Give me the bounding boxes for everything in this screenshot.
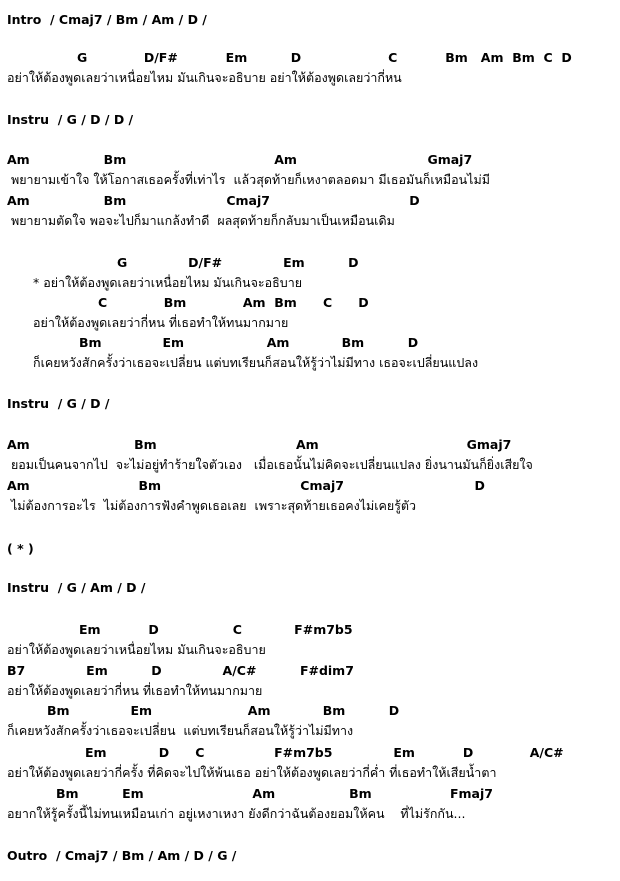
lyric-line: พยายามเข้าใจ ให้โอกาสเธอครั้งที่เท่าไร แล้วสุดท้ายก็เหงาตลอดมา มีเธอมันก็เหมือนไม่มี	[7, 172, 490, 187]
lyric-line: อย่าให้ต้องพูดเลยว่าเหนื่อยไหม มันเกินจะอธิบาย	[7, 642, 266, 657]
chord-line: Bm Em Am Bm D	[79, 335, 419, 350]
lyric-line: * อย่าให้ต้องพูดเลยว่าเหนื่อยไหม มันเกินจะอธิบาย	[33, 275, 303, 290]
lyric-line: อย่าให้ต้องพูดเลยว่าเหนื่อยไหม มันเกินจะอธิบาย อย่าให้ต้องพูดเลยว่ากี่หน	[7, 70, 402, 85]
chord-line: Bm Em Am Bm Fmaj7	[56, 786, 493, 801]
outro-line: Outro / Cmaj7 / Bm / Am / D / G /	[7, 848, 237, 863]
lyric-line: อย่าให้ต้องพูดเลยว่ากี่ครั้ง ที่คิดจะไปให้พ้นเธอ อย่าให้ต้องพูดเลยว่ากี่ค่ำ ที่เธอทำให้เสียน้ำตา	[7, 765, 497, 780]
chord-line: Am Bm Am Gmaj7	[7, 437, 512, 452]
chord-line: G D/F# Em D	[117, 255, 359, 270]
instru-line: Instru / G / Am / D /	[7, 580, 146, 595]
lyric-line: ยอมเป็นคนจากไป จะไม่อยู่ทำร้ายใจตัวเอง เมื่อเธอนั้นไม่คิดจะเปลี่ยนแปลง ยิ่งนานมันก็ยิ่งเสียใจ	[7, 457, 533, 472]
lyric-line: ก็เคยหวังสักครั้งว่าเธอจะเปลี่ยน แต่บทเรียนก็สอนให้รู้ว่าไม่มีทาง เธอจะเปลี่ยนแปลง	[33, 355, 479, 370]
instru-line: Instru / G / D /	[7, 396, 110, 411]
intro-line: Intro / Cmaj7 / Bm / Am / D /	[7, 12, 207, 27]
chord-line: Am Bm Cmaj7 D	[7, 478, 485, 493]
lyric-line: อย่าให้ต้องพูดเลยว่ากี่หน ที่เธอทำให้ทนมากมาย	[7, 683, 263, 698]
instru-line: Instru / G / D / D /	[7, 112, 134, 127]
lyric-line: พยายามตัดใจ พอจะไปก็มาแกล้งทำดี ผลสุดท้ายก็กลับมาเป็นเหมือนเดิม	[7, 213, 395, 228]
chord-line: Em D C F#m7b5 Em D A/C#	[85, 745, 564, 760]
chord-line: Am Bm Cmaj7 D	[7, 193, 420, 208]
chord-line: Bm Em Am Bm D	[47, 703, 400, 718]
chorus-repeat: ( * )	[7, 541, 34, 556]
chord-line: B7 Em D A/C# F#dim7	[7, 663, 354, 678]
chord-line: G D/F# Em D C Bm Am Bm C D	[77, 50, 572, 65]
lyric-line: ไม่ต้องการอะไร ไม่ต้องการฟังคำพูดเธอเลย เพราะสุดท้ายเธอคงไม่เคยรู้ตัว	[7, 498, 417, 513]
lyric-line: อย่าให้ต้องพูดเลยว่ากี่หน ที่เธอทำให้ทนมากมาย	[33, 315, 289, 330]
chord-line: Em D C F#m7b5	[79, 622, 353, 637]
chord-line: Am Bm Am Gmaj7	[7, 152, 473, 167]
lyric-line: ก็เคยหวังสักครั้งว่าเธอจะเปลี่ยน แต่บทเรียนก็สอนให้รู้ว่าไม่มีทาง	[7, 723, 354, 738]
chord-line: C Bm Am Bm C D	[98, 295, 369, 310]
lyric-line: อยากให้รู้ครั้งนี้ไม่ทนเหมือนเก่า อยู่เหงาเหงา ยังดีกว่าฉันต้องยอมให้คน ที่ไม่รักกัน...	[7, 806, 466, 821]
